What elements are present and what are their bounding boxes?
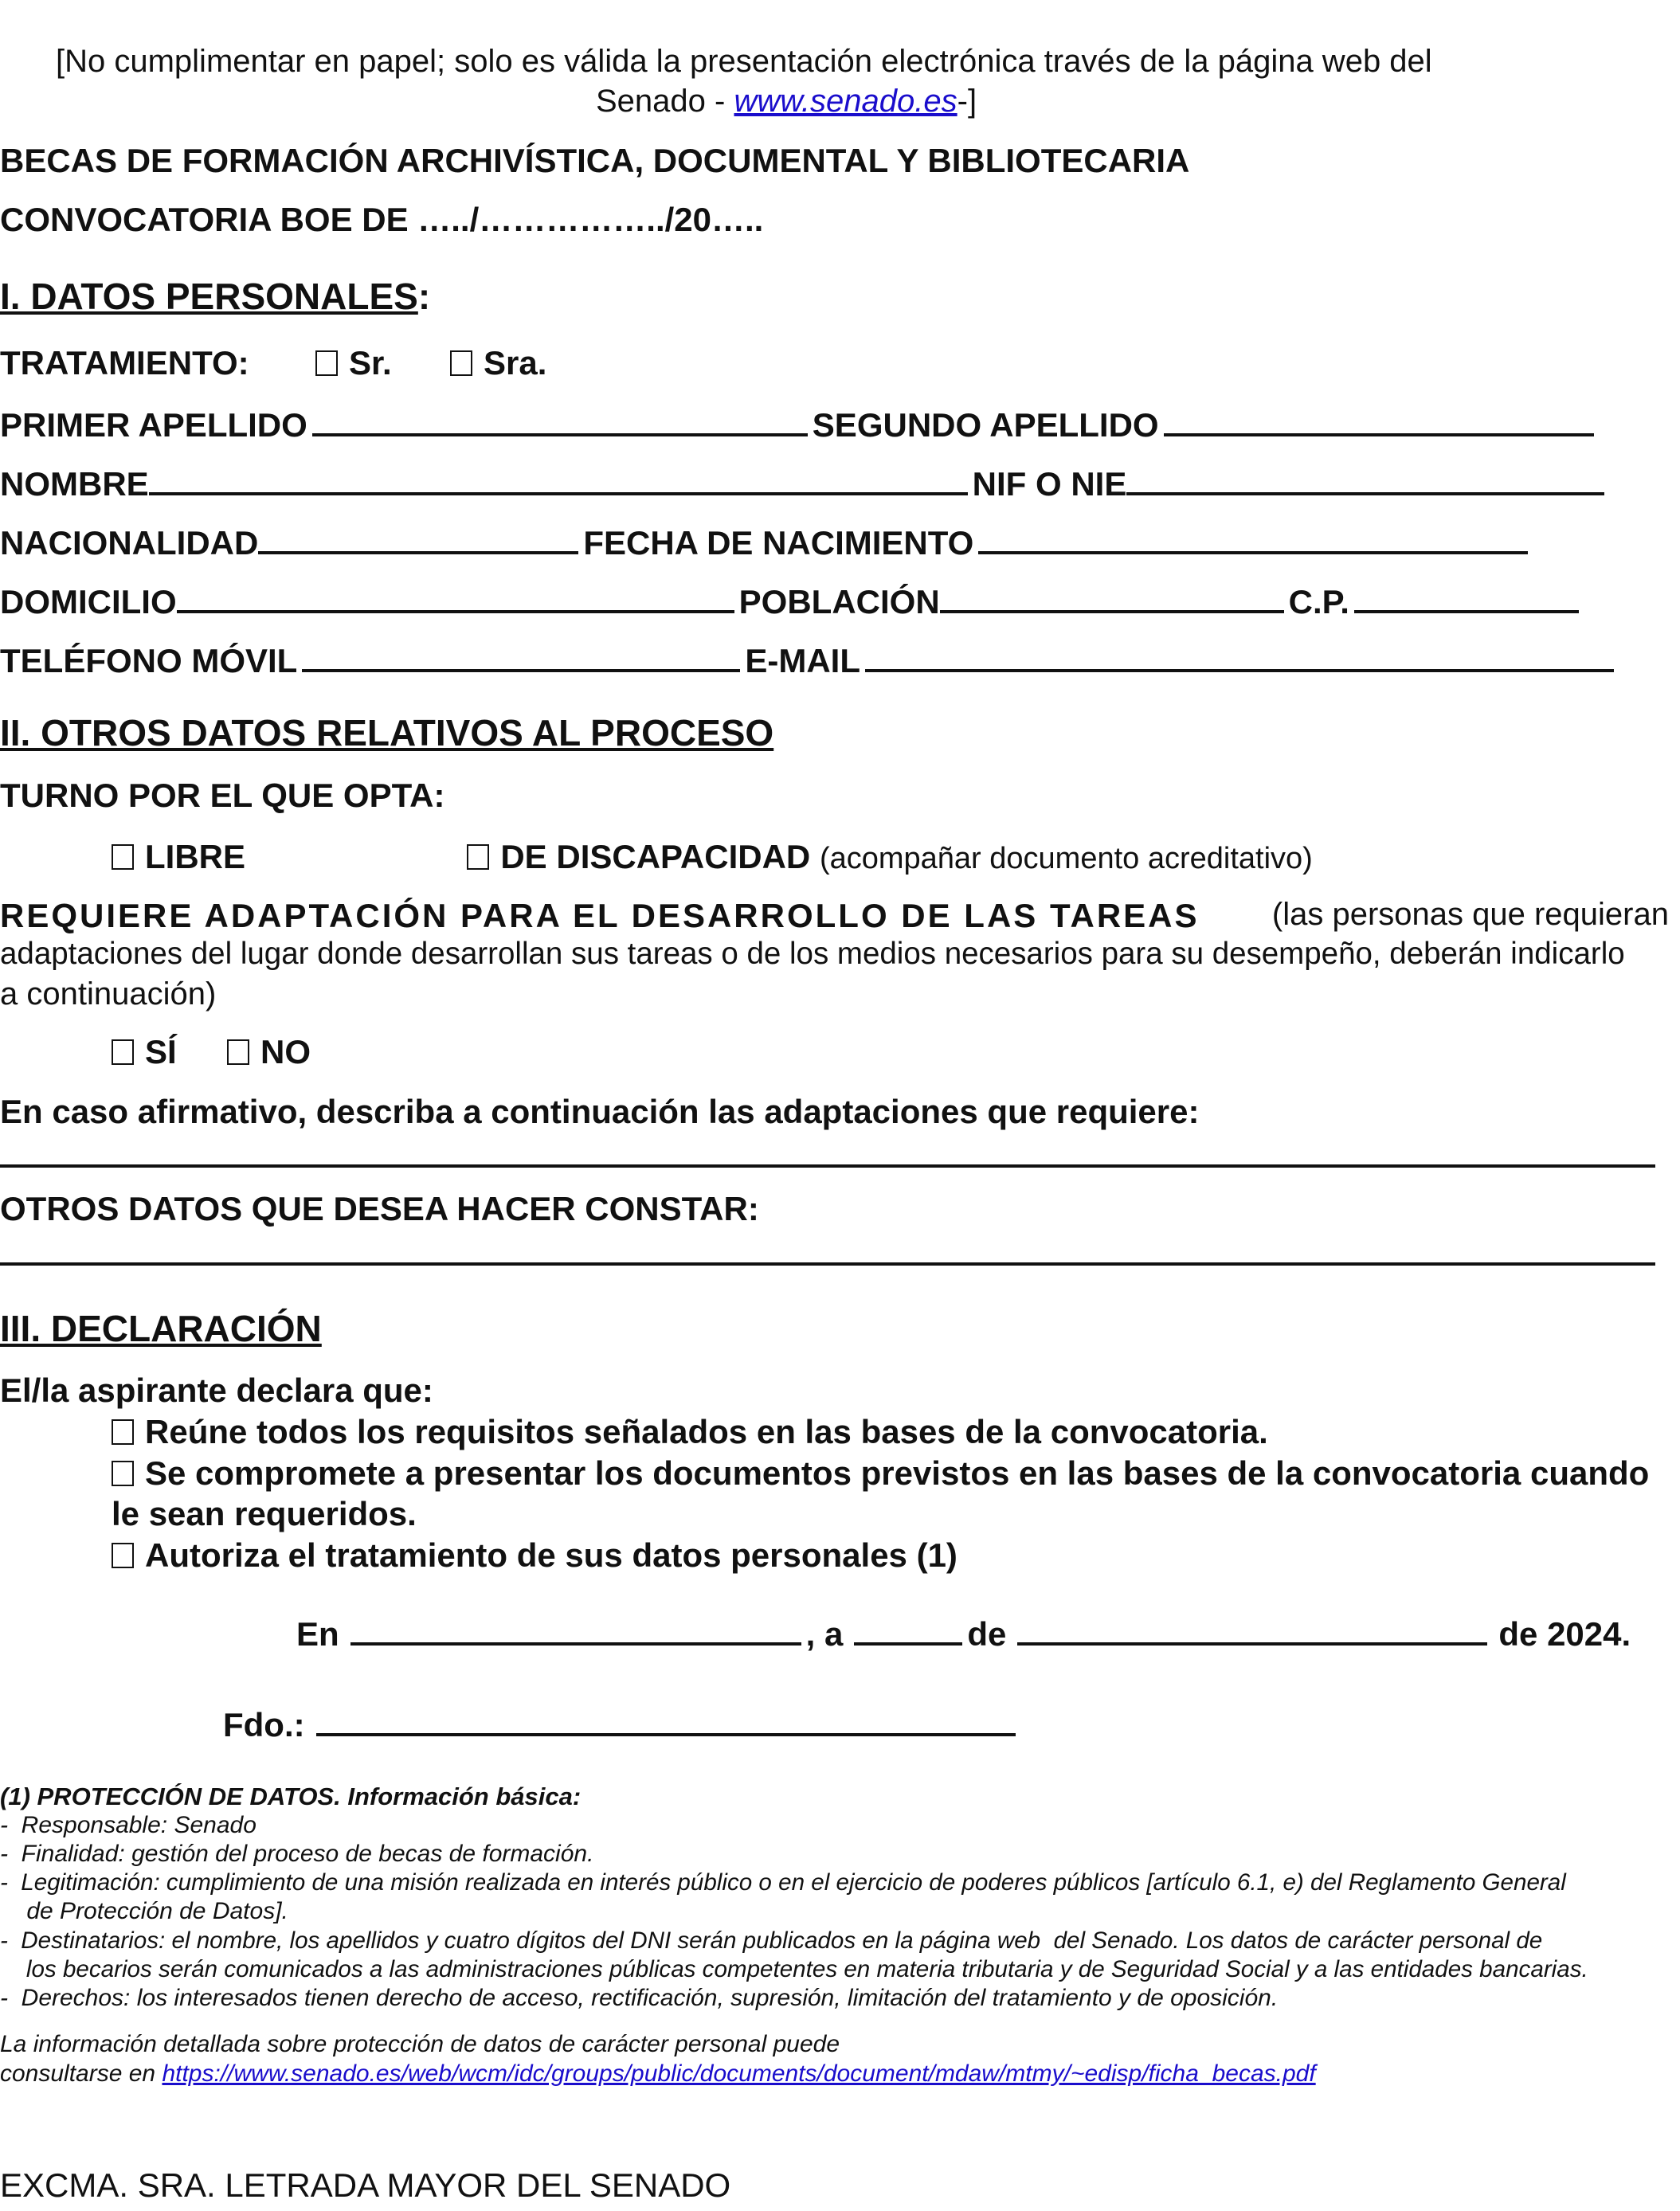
signature-row xyxy=(223,1701,1020,1744)
notice-suffix: -] xyxy=(957,84,977,119)
option-si-label: SÍ xyxy=(145,1033,177,1070)
convocatoria-line: CONVOCATORIA BOE DE …../……………../20….. xyxy=(0,201,764,238)
section1-heading-colon: : xyxy=(417,276,431,317)
apellidos-row xyxy=(0,401,1599,444)
footnote-item: - Destinatarios: el nombre, los apellidos y cuatro dígitos del DNI serán publicados en la página web del Senado. Los datos de carácter personal de xyxy=(0,1927,1543,1954)
checkbox-sra[interactable] xyxy=(450,350,472,376)
email-label: E-MAIL xyxy=(745,642,860,679)
declaration-intro: El/la aspirante declara que: xyxy=(0,1372,433,1409)
contacto-row xyxy=(0,637,1619,680)
declaration-item-3 xyxy=(112,1536,957,1575)
declaration-item-3-text: Autoriza el tratamiento de sus datos personales (1) xyxy=(145,1536,957,1574)
nacionalidad-row xyxy=(0,519,1533,562)
notice-prefix: Senado - xyxy=(596,84,734,119)
primer-apellido-label: PRIMER APELLIDO xyxy=(0,406,307,444)
option-libre-label: LIBRE xyxy=(145,838,245,875)
footnote-item: - Legitimación: cumplimiento de una misión realizada en interés público o en el ejercicio de poderes públicos [artículo 6.1, e) del Reglamento General xyxy=(0,1869,1566,1896)
checkbox-si[interactable] xyxy=(112,1039,134,1065)
section1-heading xyxy=(0,275,430,318)
place-date-row xyxy=(296,1610,1631,1653)
day-field[interactable] xyxy=(854,1610,962,1646)
year-label: de 2024. xyxy=(1498,1615,1631,1653)
declaration-item-2 xyxy=(112,1454,1649,1493)
adaptaciones-field[interactable] xyxy=(0,1164,1655,1168)
checkbox-requisitos[interactable] xyxy=(112,1419,134,1445)
afirmativo-label: En caso afirmativo, describa a continuación las adaptaciones que requiere: xyxy=(0,1093,1200,1130)
checkbox-libre[interactable] xyxy=(112,844,134,870)
info-prefix: consultarse en xyxy=(0,2060,163,2087)
cp-label: C.P. xyxy=(1288,583,1349,620)
adaptacion-note-3: a continuación) xyxy=(0,976,217,1012)
nacionalidad-field[interactable] xyxy=(258,519,578,554)
turno-label: TURNO POR EL QUE OPTA: xyxy=(0,777,445,814)
fecha-nacimiento-field[interactable] xyxy=(978,519,1528,554)
adaptacion-note-1: (las personas que requieran xyxy=(1271,897,1669,932)
primer-apellido-field[interactable] xyxy=(312,401,808,436)
declaration-item-1-text: Reúne todos los requisitos señalados en las bases de la convocatoria. xyxy=(145,1413,1268,1450)
ficha-becas-link[interactable]: https://www.senado.es/web/wcm/idc/groups/public/documents/document/mdaw/mtmy/~edisp/ficha_becas.pdf xyxy=(162,2060,1316,2087)
cp-field[interactable] xyxy=(1354,578,1579,613)
form-title: BECAS DE FORMACIÓN ARCHIVÍSTICA, DOCUMENTAL Y BIBLIOTECARIA xyxy=(0,142,1190,179)
adaptacion-line1 xyxy=(0,897,1669,935)
fecha-nacimiento-label: FECHA DE NACIMIENTO xyxy=(583,524,974,562)
checkbox-no[interactable] xyxy=(227,1039,249,1065)
declaration-item-2-text: Se compromete a presentar los documentos previstos en las bases de la convocatoria cuando xyxy=(145,1454,1650,1492)
footnote-item: - Finalidad: gestión del proceso de becas de formación. xyxy=(0,1841,594,1867)
checkbox-datos-personales[interactable] xyxy=(112,1543,134,1568)
de-label: de xyxy=(967,1615,1007,1653)
otros-datos-field[interactable] xyxy=(0,1262,1655,1266)
section1-heading-text: I. DATOS PERSONALES xyxy=(0,276,418,317)
signature-field[interactable] xyxy=(316,1701,1016,1736)
footnote-item: - Derechos: los interesados tienen derecho de acceso, rectificación, supresión, limitación del tratamiento y de oposición. xyxy=(0,1985,1279,2011)
senado-website-link[interactable]: www.senado.es xyxy=(734,84,957,119)
nombre-label: NOMBRE xyxy=(0,465,149,503)
otros-datos-label: OTROS DATOS QUE DESEA HACER CONSTAR: xyxy=(0,1190,759,1227)
option-sr-label: Sr. xyxy=(348,344,392,382)
nombre-field[interactable] xyxy=(149,460,968,495)
checkbox-sr[interactable] xyxy=(315,350,338,376)
section3-heading: III. DECLARACIÓN xyxy=(0,1308,322,1349)
telefono-label: TELÉFONO MÓVIL xyxy=(0,642,298,679)
option-sra-label: Sra. xyxy=(484,344,547,382)
domicilio-label: DOMICILIO xyxy=(0,583,177,620)
turno-options-row xyxy=(112,838,1313,876)
adaptacion-label: REQUIERE ADAPTACIÓN PARA EL DESARROLLO DE LAS TAREAS xyxy=(0,897,1200,934)
info-line1: La información detallada sobre protección de datos de carácter personal puede xyxy=(0,2031,840,2057)
footnote-item: los becarios serán comunicados a las administraciones públicas competentes en materia tributaria y de Seguridad Social y a las entidades bancarias. xyxy=(0,1956,1588,1982)
nif-label: NIF O NIE xyxy=(972,465,1127,503)
header-notice-line2 xyxy=(596,84,977,119)
telefono-field[interactable] xyxy=(302,637,740,672)
poblacion-field[interactable] xyxy=(940,578,1284,613)
adaptacion-note-2: adaptaciones del lugar donde desarrollan sus tareas o de los medios necesarios para su desempeño, deberán indicarlo xyxy=(0,937,1625,971)
a-label: , a xyxy=(805,1615,844,1653)
checkbox-discapacidad[interactable] xyxy=(467,844,489,870)
tratamiento-row xyxy=(0,344,546,382)
nacionalidad-label: NACIONALIDAD xyxy=(0,524,259,562)
footnote-title: (1) PROTECCIÓN DE DATOS. Información básica: xyxy=(0,1782,582,1810)
place-field[interactable] xyxy=(350,1610,801,1646)
poblacion-label: POBLACIÓN xyxy=(738,583,940,620)
fdo-label: Fdo.: xyxy=(223,1706,305,1743)
domicilio-row xyxy=(0,578,1584,621)
segundo-apellido-label: SEGUNDO APELLIDO xyxy=(812,406,1159,444)
tratamiento-label: TRATAMIENTO: xyxy=(0,344,249,382)
nombre-row xyxy=(0,460,1609,503)
option-no-label: NO xyxy=(260,1033,311,1070)
nif-field[interactable] xyxy=(1126,460,1604,495)
footnote-item: - Responsable: Senado xyxy=(0,1812,257,1838)
header-notice-line1: [No cumplimentar en papel; solo es válida la presentación electrónica través de la página web del xyxy=(56,44,1432,79)
info-line2 xyxy=(0,2060,1316,2088)
checkbox-documentos[interactable] xyxy=(112,1461,134,1486)
declaration-item-2-line2: le sean requeridos. xyxy=(112,1495,417,1532)
declaration-item-1 xyxy=(112,1413,1268,1451)
domicilio-field[interactable] xyxy=(177,578,734,613)
option-discapacidad-label: DE DISCAPACIDAD xyxy=(500,838,811,875)
email-field[interactable] xyxy=(865,637,1614,672)
discapacidad-note: (acompañar documento acreditativo) xyxy=(819,842,1313,875)
section2-heading: II. OTROS DATOS RELATIVOS AL PROCESO xyxy=(0,712,774,753)
adaptacion-options-row xyxy=(112,1033,311,1071)
en-label: En xyxy=(296,1615,339,1653)
month-field[interactable] xyxy=(1017,1610,1487,1646)
footnote-item: de Protección de Datos]. xyxy=(0,1898,288,1924)
segundo-apellido-field[interactable] xyxy=(1164,401,1594,436)
addressee: EXCMA. SRA. LETRADA MAYOR DEL SENADO xyxy=(0,2166,731,2204)
